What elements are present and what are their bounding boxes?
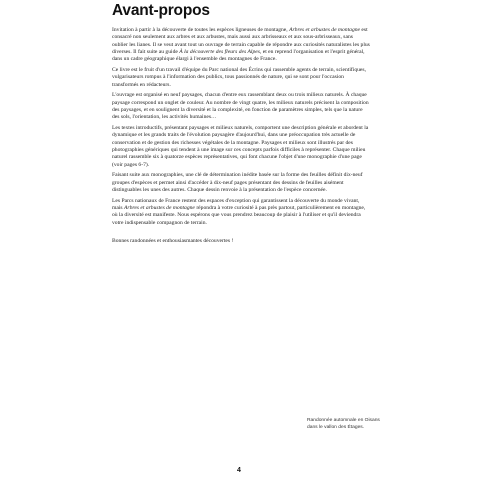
text-segment: répondra à votre curiosité à pas près partout, particulièrement en montagne, où la diversité est manifeste. Nous espérons que vous prendrez beaucoup de plaisir à l'utiliser et qu'il deviendra votre indispensable compagnon de terrain.: [112, 205, 366, 226]
text-segment: Invitation à partir à la découverte de toutes les espèces ligneuses de montagne,: [112, 27, 290, 33]
caption-line-1: Randonnée automnale en Oisans: [307, 418, 380, 423]
italic-title: Arbres et arbustes de montagne: [289, 27, 361, 33]
text-segment: , et en reprend l'organisation et l'esprit général, dans un cadre géographique élargi à l'ensemble des montagnes de France.: [112, 48, 365, 63]
italic-title: À la découverte des fleurs des Alpes: [179, 48, 260, 55]
page-number: 4: [237, 467, 241, 474]
paragraph-closing: [112, 238, 370, 245]
page-title: Avant-propos: [112, 2, 210, 19]
text-segment: est consacré non seulement aux arbres et aux arbustes, mais aussi aux arbrisseaux et aux sous-arbrisseaux, sans oublier les lianes. Il se veut avant tout un ouvrage de terrain capable de répondre aux curiosités naturalistes les plus diverses. Il fait suite au guide: [112, 27, 370, 55]
photo-caption: [307, 418, 387, 431]
text-segment: Bonnes randonnées et enthousiasmantes découvertes !: [112, 237, 234, 244]
body-text: [112, 27, 370, 245]
paragraph-organisation: [112, 92, 370, 121]
text-segment: L'ouvrage est organisé en neuf paysages, chacun d'entre eux rassemblant deux ou trois milieux naturels. À chaque paysage correspond un onglet de couleur. Au nombre de vingt quatre, les milieux naturels précisent la composition des paysages, et en soulignent la diversité et la complexité, en fonction de paramètres simples, tels que la nature des sols, l'orientation, les activités humaines…: [112, 92, 369, 121]
paragraph-introductory-texts: [112, 125, 370, 169]
caption-line-2: dans le vallon des Étages.: [307, 424, 365, 430]
text-segment: Les textes introductifs, présentant paysages et milieux naturels, comportent une description générale et abordent la dynamique et les grands traits de l'évolution paysagère d'aujourd'hui, dans une préoccupation très actuelle de conservation et de gestion des richesses végétales de la montagne. Paysages et milieux sont illustrés par des photographies génériques qui tendent à une image sur ces concepts parfois difficiles à représenter. Chaque milieu naturel rassemble six à quatorze espèces représentatives, qui font chacune l'objet d'une monographie d'une page (voir pages 6-7).: [112, 125, 369, 168]
paragraph-national-parks: [112, 198, 370, 227]
paragraph-team: [112, 67, 370, 89]
paragraph-identification-key: [112, 172, 370, 194]
text-segment: Faisant suite aux monographies, une clé de détermination inédite basée sur la forme des feuilles définit dix-neuf groupes d'espèces et permet ainsi d'accéder à dix-neuf pages présentant des dessins de feuilles aisément distinguables les unes des autres. Chaque dessin renvoie à la présentation de l'espèce concernée.: [112, 172, 363, 193]
text-segment: Ce livre est le fruit d'un travail d'équipe du Parc national des Écrins qui rassemble agents de terrain, scientifiques, vulgarisateurs rompus à l'information des publics, tous passionnés de nature, qui se sont pour l'occasion transformés en rédacteurs.: [112, 67, 366, 88]
text-segment: Les Parcs nationaux de France restent des espaces d'exception qui garantissent la découverte du monde vivant, mais: [112, 197, 360, 212]
italic-title: Arbres et arbustes de montagne: [123, 205, 195, 212]
paragraph-intro: [112, 27, 370, 63]
